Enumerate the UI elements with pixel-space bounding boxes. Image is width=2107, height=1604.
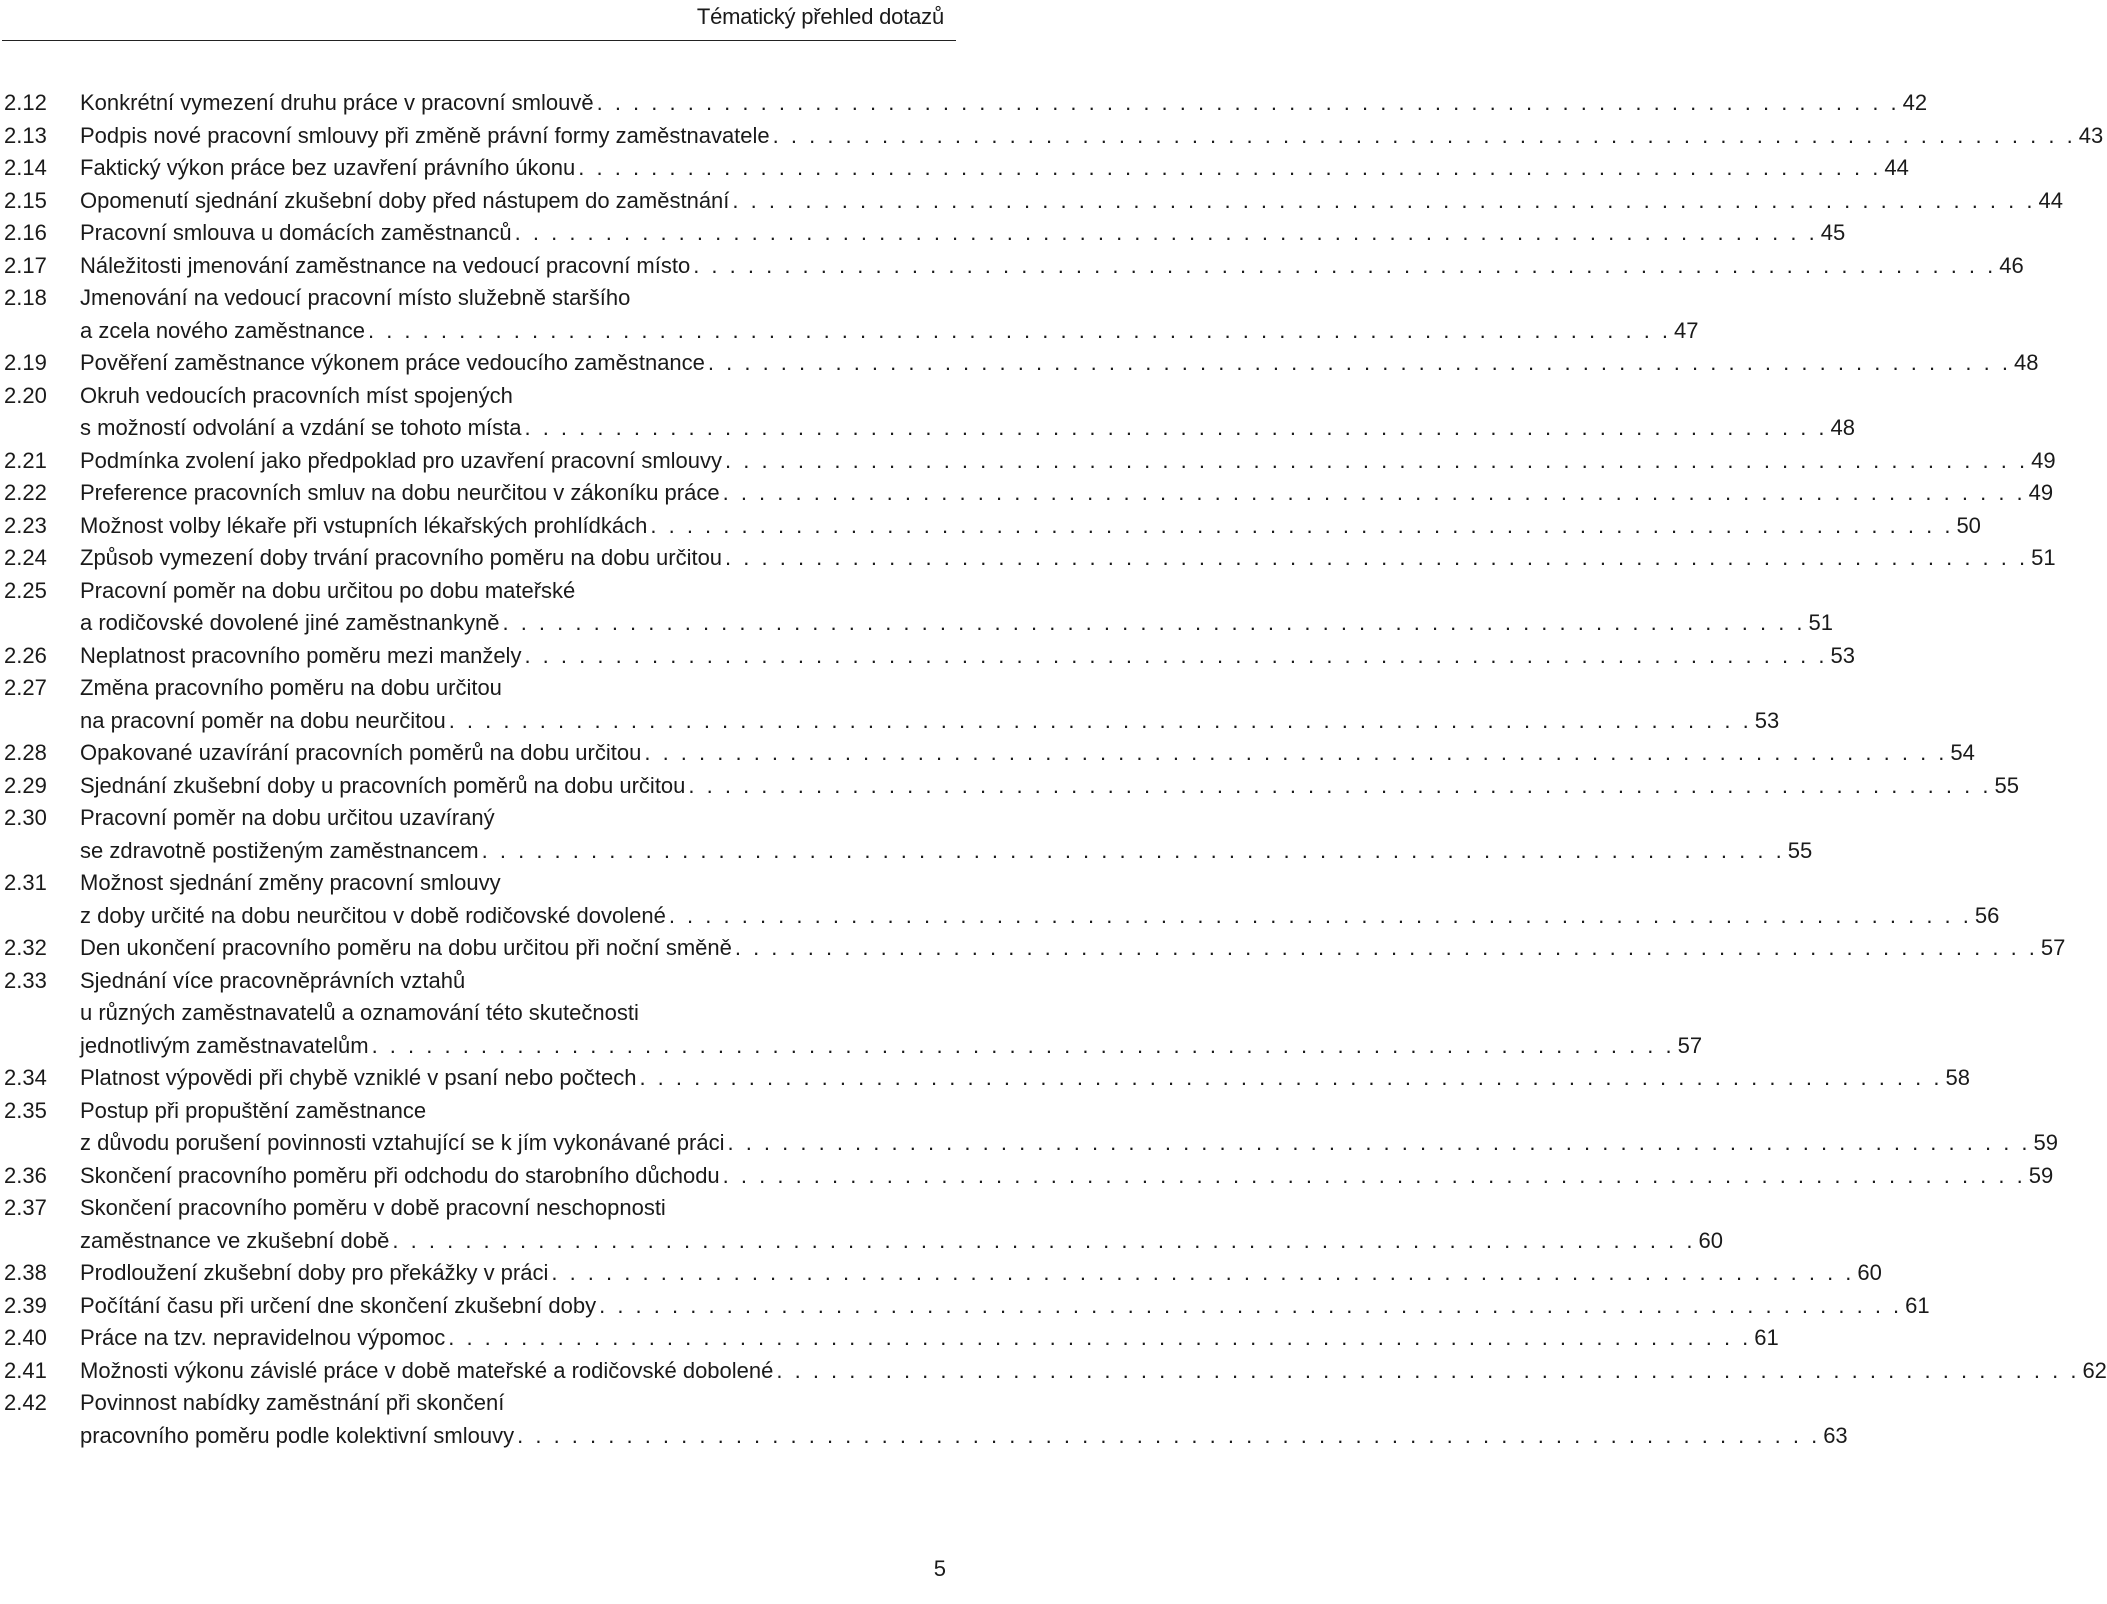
toc-entry [0,575,1834,640]
toc-entry-number: 2.21 [4,447,47,473]
toc-entry-page: 44 [2038,187,2063,213]
dot-leader: . . . . . . . . . . . . . . . . . . . . . . . . . . . . . . . . . . . . . . . . . . . . . . . . . . . . . . . . . . . . . . . . . . . . . . . . [367,317,1672,343]
dot-leader: . . . . . . . . . . . . . . . . . . . . . . . . . . . . . . . . . . . . . . . . . . . . . . . . . . . . . . . . . . . . . . . . . . . . . . . . [776,1357,2080,1383]
toc-entry-title-line: Skončení pracovního poměru v době pracovní neschopnosti [80,1195,666,1220]
page-number: 5 [933,1556,946,1581]
toc-entry-number: 2.17 [4,252,47,278]
toc-entry-page: 57 [1677,1032,1703,1058]
toc-entry-title-line: Možnosti výkonu závislé práce v době mateřské a rodičovské dobolené [80,1357,774,1383]
toc-entry-title-line: pracovního poměru podle kolektivní smlouvy [80,1422,515,1448]
toc-entry-number: 2.40 [4,1325,47,1350]
table-of-contents [0,87,2107,1452]
toc-entry-title-line: Okruh vedoucích pracovních míst spojených [80,382,513,408]
toc-entry-title-line: z důvodu porušení povinnosti vztahující se k jím vykonávané práci [80,1130,725,1155]
toc-entry-page: 51 [2031,545,2056,570]
toc-entry [0,640,1855,673]
toc-entry-page: 55 [1787,837,1813,863]
toc-entry-page: 56 [1974,902,2000,928]
toc-entry-number: 2.30 [4,805,47,830]
toc-entry-title-line: a zcela nového zaměstnance [80,317,365,343]
toc-entry-page: 54 [1950,740,1975,765]
toc-entry-title-line: z doby určité na dobu neurčitou v době rodičovské dovolené [80,902,666,928]
toc-entry-title-line: Sjednání zkušební doby u pracovních poměrů na dobu určitou [80,772,686,798]
dot-leader: . . . . . . . . . . . . . . . . . . . . . . . . . . . . . . . . . . . . . . . . . . . . . . . . . . . . . . . . . . . . . . . . . . . . . . . . [639,1065,1943,1090]
dot-leader: . . . . . . . . . . . . . . . . . . . . . . . . . . . . . . . . . . . . . . . . . . . . . . . . . . . . . . . . . . . . . . . . . . . . . . . . [722,480,2026,505]
dot-leader: . . . . . . . . . . . . . . . . . . . . . . . . . . . . . . . . . . . . . . . . . . . . . . . . . . . . . . . . . . . . . . . . . . . . . . . . [693,252,1997,278]
toc-entry-title-line: Opakované uzavírání pracovních poměrů na dobu určitou [80,740,642,765]
toc-entry-number: 2.29 [4,772,47,798]
toc-entry [0,672,1780,737]
toc-entry-page: 61 [1905,1292,1930,1318]
toc-entry-title-line: Den ukončení pracovního poměru na dobu určitou při noční směně [80,935,732,960]
dot-leader: . . . . . . . . . . . . . . . . . . . . . . . . . . . . . . . . . . . . . . . . . . . . . . . . . . . . . . . . . . . . . . . . . . . . . . . . [650,512,1954,538]
toc-entry [0,282,1699,347]
toc-entry-title-line: zaměstnance ve zkušební době [80,1227,390,1253]
toc-entry-number: 2.37 [4,1195,47,1220]
toc-entry-title-line: Možnost sjednání změny pracovní smlouvy [80,870,501,895]
toc-entry-number: 2.23 [4,512,47,538]
toc-entry [0,1290,1930,1323]
dot-leader: . . . . . . . . . . . . . . . . . . . . . . . . . . . . . . . . . . . . . . . . . . . . . . . . . . . . . . . . . . . . . . . . . . . . . . . . [599,1292,1903,1318]
toc-entry [0,1355,2107,1388]
toc-entry [0,932,2066,965]
toc-entry-title-line: Platnost výpovědi při chybě vzniklé v psaní nebo počtech [80,1065,637,1090]
dot-leader: . . . . . . . . . . . . . . . . . . . . . . . . . . . . . . . . . . . . . . . . . . . . . . . . . . . . . . . . . . . . . . . . . . . . . . . . [578,155,1882,180]
toc-entry-page: 46 [1999,252,2024,278]
dot-leader: . . . . . . . . . . . . . . . . . . . . . . . . . . . . . . . . . . . . . . . . . . . . . . . . . . . . . . . . . . . . . . . . . . . . . . . . [668,902,1972,928]
dot-leader: . . . . . . . . . . . . . . . . . . . . . . . . . . . . . . . . . . . . . . . . . . . . . . . . . . . . . . . . . . . . . . . . . . . . . . . . [596,90,1900,115]
toc-entry-title-line: Konkrétní vymezení druhu práce v pracovní smlouvě [80,90,594,115]
toc-entry [0,347,2039,380]
toc-entry-page: 47 [1674,317,1699,343]
toc-entry [0,120,2104,153]
toc-entry-page: 48 [2013,350,2039,375]
toc-entry [0,477,2054,510]
toc-entry-title-line: Podpis nové pracovní smlouvy při změně právní formy zaměstnavatele [80,122,770,148]
header-rule [2,40,956,41]
toc-entry-number: 2.26 [4,642,47,668]
toc-entry-page: 60 [1857,1260,1882,1285]
toc-entry-page: 59 [2033,1130,2059,1155]
toc-entry-number: 2.39 [4,1292,47,1318]
toc-entry [0,380,1856,445]
toc-entry-number: 2.14 [4,155,47,180]
toc-entry-page: 42 [1902,90,1928,115]
dot-leader: . . . . . . . . . . . . . . . . . . . . . . . . . . . . . . . . . . . . . . . . . . . . . . . . . . . . . . . . . . . . . . . . . . . . . . . . [517,1422,1821,1448]
toc-entry-page: 55 [1994,772,2019,798]
toc-entry-page: 62 [2082,1357,2107,1383]
toc-entry [0,87,1928,120]
toc-entry-number: 2.32 [4,935,47,960]
toc-entry-title-line: Preference pracovních smluv na dobu neurčitou v zákoníku práce [80,480,720,505]
toc-entry-page: 49 [2031,447,2056,473]
dot-leader: . . . . . . . . . . . . . . . . . . . . . . . . . . . . . . . . . . . . . . . . . . . . . . . . . . . . . . . . . . . . . . . . . . . . . . . . [371,1032,1675,1058]
toc-entry-number: 2.24 [4,545,47,570]
dot-leader: . . . . . . . . . . . . . . . . . . . . . . . . . . . . . . . . . . . . . . . . . . . . . . . . . . . . . . . . . . . . . . . . . . . . . . . . [502,610,1806,635]
dot-leader: . . . . . . . . . . . . . . . . . . . . . . . . . . . . . . . . . . . . . . . . . . . . . . . . . . . . . . . . . . . . . . . . . . . . . . . . [725,545,2029,570]
toc-entry [0,250,2024,283]
toc-entry-number: 2.25 [4,577,47,603]
toc-entry-number: 2.41 [4,1357,47,1383]
toc-entry-title-line: Pracovní poměr na dobu určitou uzavíraný [80,805,495,830]
toc-entry [0,1257,1882,1290]
toc-entry-number: 2.12 [4,90,47,115]
dot-leader: . . . . . . . . . . . . . . . . . . . . . . . . . . . . . . . . . . . . . . . . . . . . . . . . . . . . . . . . . . . . . . . . . . . . . . . . [772,122,2076,148]
toc-entry-page: 44 [1884,155,1909,180]
toc-entry [0,1062,1970,1095]
toc-entry-page: 51 [1808,610,1834,635]
toc-entry-number: 2.15 [4,187,47,213]
toc-entry-title-line: Opomenutí sjednání zkušební doby před nástupem do zaměstnání [80,187,730,213]
dot-leader: . . . . . . . . . . . . . . . . . . . . . . . . . . . . . . . . . . . . . . . . . . . . . . . . . . . . . . . . . . . . . . . . . . . . . . . . [707,350,2011,375]
dot-leader: . . . . . . . . . . . . . . . . . . . . . . . . . . . . . . . . . . . . . . . . . . . . . . . . . . . . . . . . . . . . . . . . . . . . . . . . [524,415,1828,440]
toc-entry-number: 2.18 [4,285,47,310]
toc-entry-number: 2.22 [4,480,47,505]
toc-entry-page: 59 [2028,1162,2054,1188]
toc-entry-page: 53 [1830,642,1855,668]
toc-entry-page: 53 [1754,707,1780,733]
toc-entry-number: 2.16 [4,220,47,245]
toc-entry-page: 60 [1698,1227,1723,1253]
toc-entry [0,185,2063,218]
toc-entry [0,737,1975,770]
toc-entry-page: 61 [1754,1325,1779,1350]
dot-leader: . . . . . . . . . . . . . . . . . . . . . . . . . . . . . . . . . . . . . . . . . . . . . . . . . . . . . . . . . . . . . . . . . . . . . . . . [734,935,2038,960]
toc-entry-number: 2.36 [4,1162,47,1188]
toc-entry-number: 2.34 [4,1065,47,1090]
toc-entry-title-line: Práce na tzv. nepravidelnou výpomoc [80,1325,446,1350]
toc-entry-number: 2.20 [4,382,47,408]
toc-entry-title-line: Podmínka zvolení jako předpoklad pro uzavření pracovní smlouvy [80,447,723,473]
toc-entry-number: 2.42 [4,1390,47,1415]
toc-entry-number: 2.33 [4,967,47,993]
toc-entry-title-line: na pracovní poměr na dobu neurčitou [80,707,446,733]
toc-entry [0,510,1981,543]
toc-entry-page: 63 [1823,1422,1848,1448]
toc-entry [0,217,1846,250]
toc-entry [0,1322,1779,1355]
toc-entry-title-line: Neplatnost pracovního poměru mezi manžely [80,642,522,668]
toc-entry-title-line: Pověření zaměstnance výkonem práce vedoucího zaměstnance [80,350,705,375]
toc-entry-title-line: Faktický výkon práce bez uzavření právního úkonu [80,155,576,180]
dot-leader: . . . . . . . . . . . . . . . . . . . . . . . . . . . . . . . . . . . . . . . . . . . . . . . . . . . . . . . . . . . . . . . . . . . . . . . . [448,707,1752,733]
toc-entry-number: 2.27 [4,675,47,700]
dot-leader: . . . . . . . . . . . . . . . . . . . . . . . . . . . . . . . . . . . . . . . . . . . . . . . . . . . . . . . . . . . . . . . . . . . . . . . . [392,1227,1696,1253]
dot-leader: . . . . . . . . . . . . . . . . . . . . . . . . . . . . . . . . . . . . . . . . . . . . . . . . . . . . . . . . . . . . . . . . . . . . . . . . [722,1162,2026,1188]
toc-entry-title-line: Postup při propuštění zaměstnance [80,1097,427,1123]
toc-entry-title-line: jednotlivým zaměstnavatelům [80,1032,369,1058]
toc-entry-page: 58 [1945,1065,1970,1090]
toc-entry [0,1095,2059,1160]
toc-entry-page: 50 [1956,512,1981,538]
toc-entry-title-line: s možností odvolání a vzdání se tohoto místa [80,415,522,440]
toc-entry-title-line: Skončení pracovního poměru při odchodu do starobního důchodu [80,1162,720,1188]
toc-entry-page: 49 [2028,480,2054,505]
toc-entry-number: 2.31 [4,870,47,895]
toc-entry-title-line: Pracovní poměr na dobu určitou po dobu mateřské [80,577,576,603]
toc-entry [0,542,2056,575]
toc-entry-page: 48 [1830,415,1856,440]
toc-entry-page: 45 [1820,220,1846,245]
dot-leader: . . . . . . . . . . . . . . . . . . . . . . . . . . . . . . . . . . . . . . . . . . . . . . . . . . . . . . . . . . . . . . . . . . . . . . . . [688,772,1992,798]
toc-entry [0,802,1813,867]
toc-entry-page: 57 [2040,935,2066,960]
dot-leader: . . . . . . . . . . . . . . . . . . . . . . . . . . . . . . . . . . . . . . . . . . . . . . . . . . . . . . . . . . . . . . . . . . . . . . . . [732,187,2036,213]
toc-entry-title-line: Povinnost nabídky zaměstnání při skončení [80,1390,505,1415]
toc-entry-title-line: Možnost volby lékaře při vstupních lékařských prohlídkách [80,512,648,538]
toc-entry [0,770,2019,803]
toc-entry-number: 2.38 [4,1260,47,1285]
dot-leader: . . . . . . . . . . . . . . . . . . . . . . . . . . . . . . . . . . . . . . . . . . . . . . . . . . . . . . . . . . . . . . . . . . . . . . . . [448,1325,1752,1350]
toc-entry-title-line: se zdravotně postiženým zaměstnancem [80,837,479,863]
dot-leader: . . . . . . . . . . . . . . . . . . . . . . . . . . . . . . . . . . . . . . . . . . . . . . . . . . . . . . . . . . . . . . . . . . . . . . . . [551,1260,1855,1285]
toc-entry-title-line: Pracovní smlouva u domácích zaměstnanců [80,220,512,245]
toc-entry-title-line: u různých zaměstnavatelů a oznamování této skutečnosti [80,1000,639,1025]
toc-entry-page: 43 [2078,122,2104,148]
toc-entry [0,867,2000,932]
toc-entry [0,1160,2054,1193]
dot-leader: . . . . . . . . . . . . . . . . . . . . . . . . . . . . . . . . . . . . . . . . . . . . . . . . . . . . . . . . . . . . . . . . . . . . . . . . [514,220,1818,245]
toc-entry [0,965,1703,1063]
toc-entry-title-line: Sjednání více pracovněprávních vztahů [80,967,466,993]
toc-entry-number: 2.13 [4,122,47,148]
toc-entry-title-line: Náležitosti jmenování zaměstnance na vedoucí pracovní místo [80,252,691,278]
dot-leader: . . . . . . . . . . . . . . . . . . . . . . . . . . . . . . . . . . . . . . . . . . . . . . . . . . . . . . . . . . . . . . . . . . . . . . . . [524,642,1828,668]
dot-leader: . . . . . . . . . . . . . . . . . . . . . . . . . . . . . . . . . . . . . . . . . . . . . . . . . . . . . . . . . . . . . . . . . . . . . . . . [725,447,2029,473]
dot-leader: . . . . . . . . . . . . . . . . . . . . . . . . . . . . . . . . . . . . . . . . . . . . . . . . . . . . . . . . . . . . . . . . . . . . . . . . [727,1130,2031,1155]
toc-entry [0,445,2056,478]
toc-entry-title-line: Prodloužení zkušební doby pro překážky v práci [80,1260,549,1285]
toc-entry-title-line: Změna pracovního poměru na dobu určitou [80,675,502,700]
running-header: Tématický přehled dotazů [696,4,944,29]
toc-entry [0,1387,1848,1452]
toc-entry-number: 2.28 [4,740,47,765]
toc-entry-title-line: Způsob vymezení doby trvání pracovního poměru na dobu určitou [80,545,723,570]
dot-leader: . . . . . . . . . . . . . . . . . . . . . . . . . . . . . . . . . . . . . . . . . . . . . . . . . . . . . . . . . . . . . . . . . . . . . . . . [481,837,1785,863]
toc-entry [0,1192,1723,1257]
toc-entry-title-line: Jmenování na vedoucí pracovní místo služebně staršího [80,285,631,310]
toc-entry-title-line: Počítání času při určení dne skončení zkušební doby [80,1292,597,1318]
dot-leader: . . . . . . . . . . . . . . . . . . . . . . . . . . . . . . . . . . . . . . . . . . . . . . . . . . . . . . . . . . . . . . . . . . . . . . . . [644,740,1948,765]
toc-entry-number: 2.35 [4,1097,47,1123]
toc-entry-title-line: a rodičovské dovolené jiné zaměstnankyně [80,610,500,635]
toc-entry-number: 2.19 [4,350,47,375]
toc-entry [0,152,1909,185]
